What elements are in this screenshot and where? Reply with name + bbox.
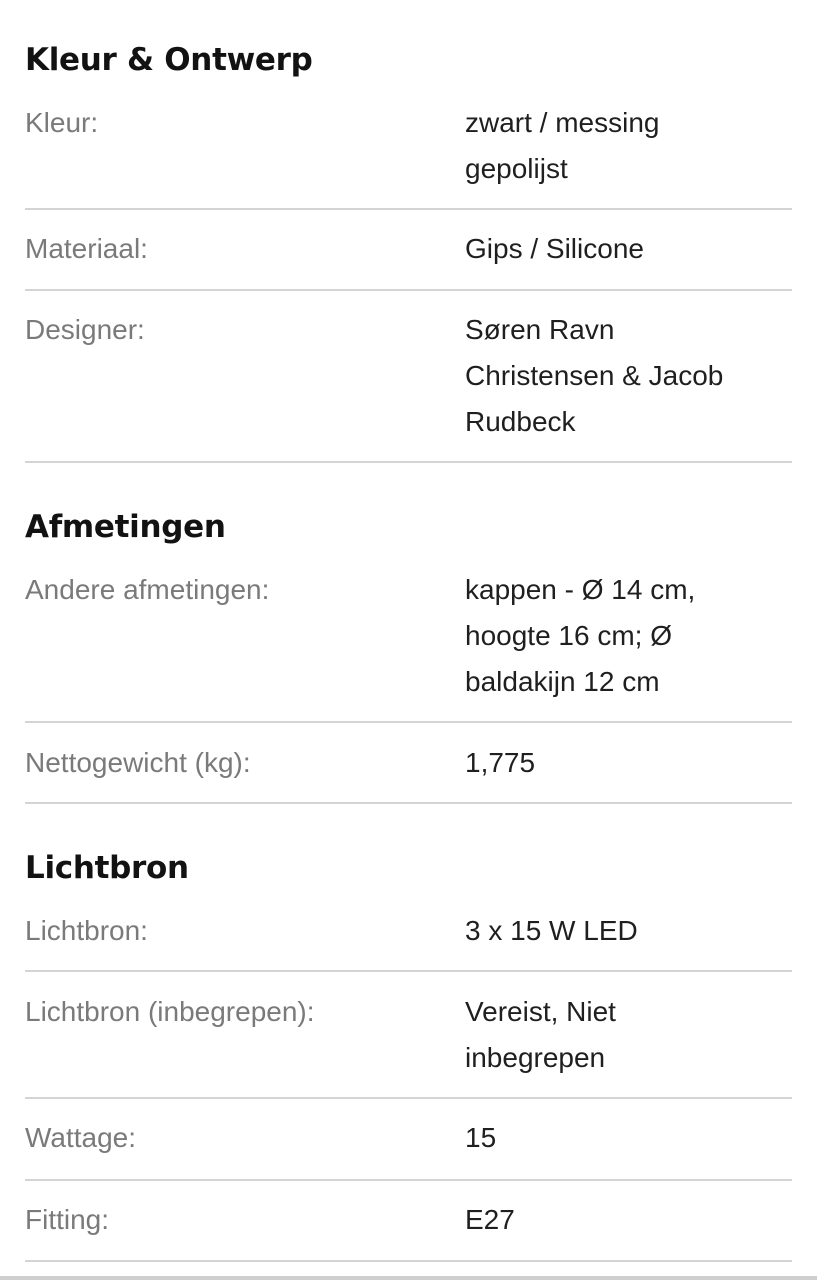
spec-value-line: E27 xyxy=(465,1204,515,1235)
spec-value-line: 3 x 15 W LED xyxy=(465,915,638,946)
spec-value-line: 15 xyxy=(465,1122,497,1153)
spec-value-line: Gips / Silicone xyxy=(465,233,644,264)
spec-value xyxy=(465,226,785,272)
spec-value xyxy=(465,989,785,1081)
spec-value xyxy=(465,307,785,445)
page-bottom-divider xyxy=(0,1276,817,1280)
spec-label: Designer: xyxy=(25,314,145,345)
section-title-kleur-ontwerp: Kleur & Ontwerp xyxy=(25,42,313,78)
spec-value-line: zwart / messing xyxy=(465,107,660,138)
spec-row-andere-afmetingen xyxy=(25,567,792,723)
spec-value-line: gepolijst xyxy=(465,153,568,184)
spec-value-line: 1,775 xyxy=(465,747,536,778)
spec-value xyxy=(465,908,785,954)
spec-value-line: Vereist, Niet xyxy=(465,996,616,1027)
spec-label: Wattage: xyxy=(25,1122,137,1153)
spec-row-fitting xyxy=(25,1197,792,1262)
spec-row-lichtbron xyxy=(25,908,792,972)
spec-value-line: baldakijn 12 cm xyxy=(465,666,660,697)
spec-label: Lichtbron: xyxy=(25,915,148,946)
spec-value xyxy=(465,1197,785,1243)
spec-value-line: kappen - Ø 14 cm, xyxy=(465,574,696,605)
spec-value-line: Rudbeck xyxy=(465,406,576,437)
spec-row-designer xyxy=(25,307,792,463)
spec-row-nettogewicht xyxy=(25,740,792,804)
spec-value-line: hoogte 16 cm; Ø xyxy=(465,620,673,651)
spec-label: Lichtbron (inbegrepen): xyxy=(25,996,315,1027)
spec-label: Kleur: xyxy=(25,107,99,138)
spec-row-materiaal xyxy=(25,226,792,291)
spec-value-line: inbegrepen xyxy=(465,1042,606,1073)
spec-row-lichtbron-inbegrepen xyxy=(25,989,792,1099)
section-title-lichtbron: Lichtbron xyxy=(25,850,189,886)
spec-value xyxy=(465,567,785,705)
spec-label: Andere afmetingen: xyxy=(25,574,270,605)
spec-row-kleur xyxy=(25,100,792,210)
section-title-afmetingen: Afmetingen xyxy=(25,509,226,545)
spec-label: Nettogewicht (kg): xyxy=(25,747,251,778)
spec-value-line: Søren Ravn xyxy=(465,314,615,345)
spec-value xyxy=(465,1115,785,1161)
spec-row-wattage xyxy=(25,1115,792,1181)
spec-value xyxy=(465,100,785,192)
spec-value xyxy=(465,740,785,786)
spec-label: Materiaal: xyxy=(25,233,148,264)
spec-value-line: Christensen & Jacob xyxy=(465,360,724,391)
spec-label: Fitting: xyxy=(25,1204,110,1235)
